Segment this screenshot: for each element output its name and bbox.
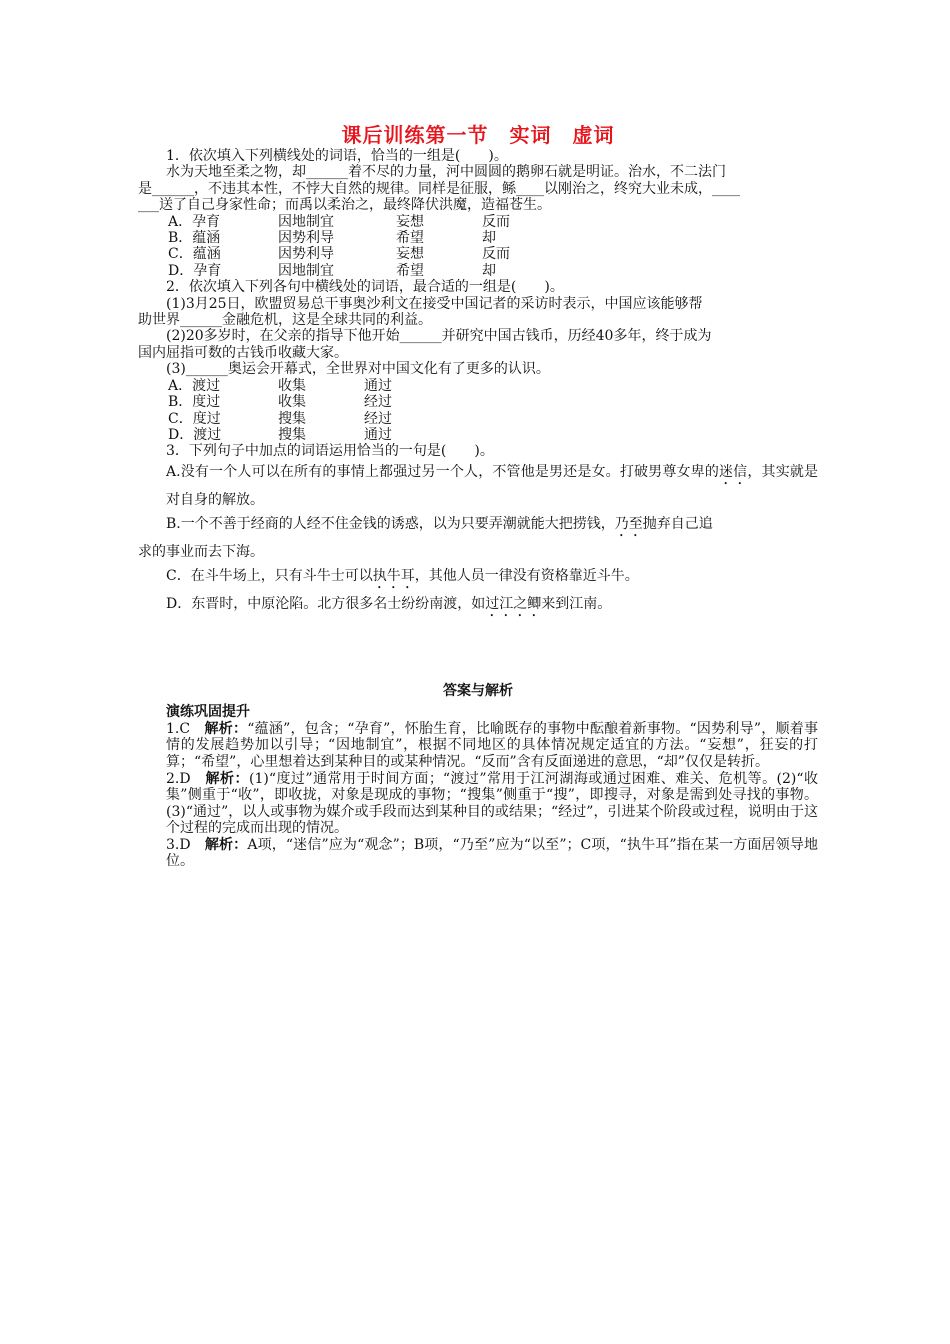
question-2-sentence-2: (2)20多岁时，在父亲的指导下他开始______并研究中国古钱币，历经40多年，终于成为 (166, 328, 712, 345)
question-3-option-b[interactable]: B.一个不善于经商的人经不住金钱的诱惑，以为只要弄潮就能大把捞钱，乃至抛弃自己追 (166, 515, 713, 532)
answers-title: 答案与解析 (443, 682, 513, 699)
question-2-sentence-1: (1)3月25日，欧盟贸易总干事奥沙利文在接受中国记者的采访时表示，中国应该能够帮 (166, 295, 703, 312)
question-2-sentence-3: (3)______奥运会开幕式，全世界对中国文化有了更多的认识。 (166, 361, 550, 378)
question-2-option-a[interactable]: A．渡过 收集 通过 (168, 377, 392, 394)
emphasized-word: 迷信 (719, 463, 748, 480)
question-3-stem: 3．下列句子中加点的词语运用恰当的一句是( )。 (166, 443, 494, 460)
answer-1: 1.C 解析：“蕴涵”，包含；“孕育”，怀胎生育，比喻既存的事物中酝酿着新事物。“因势利导”，顺着事情的发展趋势加以引导；“因地制宜”，根据不同地区的具体情况规定适宜的方法。“妄想”，狂妄的打算；“希望”，心里想着达到某种目的或某种情况。“反而”含有反面递进的意思，“却”仅仅是转折。 (166, 720, 818, 770)
question-2-option-d[interactable]: D．渡过 搜集 通过 (168, 426, 392, 443)
answers-section (138, 682, 818, 870)
answer-3: 3.D 解析：A项，“迷信”应为“观念”；B项，“乃至”应为“以至”；C项，“执牛耳”指在某一方面居领导地位。 (166, 836, 818, 870)
question-1-option-b[interactable]: B．蕴涵 因势利导 希望 却 (168, 230, 496, 247)
question-1-stem: 1．依次填入下列横线处的词语，恰当的一组是( )。 (166, 148, 508, 164)
question-3 (138, 443, 818, 619)
question-1-option-a[interactable]: A．孕育 因地制宜 妄想 反而 (168, 213, 510, 230)
question-2-option-b[interactable]: B．度过 收集 经过 (168, 394, 392, 411)
question-2-stem: 2．依次填入下列各句中横线处的词语，最合适的一组是( )。 (166, 279, 564, 296)
question-1 (138, 148, 818, 279)
question-3-option-c[interactable]: C．在斗牛场上，只有斗牛士可以执牛耳，其他人员一律没有资格靠近斗牛。 (166, 567, 639, 584)
emphasized-word: 执牛耳 (372, 567, 415, 584)
question-2-option-c[interactable]: C．度过 搜集 经过 (168, 410, 392, 427)
question-1-passage: ___送了自己身家性命；而禹以柔治之，最终降伏洪魔，造福苍生。 (138, 197, 551, 214)
question-1-passage: 水为天地至柔之物，却______着不尽的力量，河中圆圆的鹅卵石就是明证。治水，不二法门 (166, 164, 726, 181)
question-3-option-a[interactable]: A.没有一个人可以在所有的事情上都强过另一个人，不管他是男还是女。打破男尊女卑的迷信，其实就是对自身的解放。 (166, 463, 819, 508)
emphasized-word: 过江之鲫 (485, 595, 542, 612)
question-2-sentence-1: 助世界______金融危机，这是全球共同的利益。 (138, 312, 432, 329)
answers-subtitle: 演练巩固提升 (166, 703, 250, 720)
question-2 (138, 279, 818, 443)
emphasized-word: 乃至 (614, 515, 643, 532)
page-title: 课后训练第一节 实词 虚词 (341, 123, 615, 147)
question-1-option-d[interactable]: D．孕育 因地制宜 希望 却 (168, 262, 496, 279)
question-1-passage: 是______，不违其本性，不悖大自然的规律。同样是征服，鲧____以刚治之，终究大业未成，____ (138, 180, 740, 197)
question-2-sentence-2: 国内屈指可数的古钱币收藏大家。 (138, 344, 348, 361)
question-3-option-b-cont: 求的事业而去下海。 (138, 543, 264, 560)
document-page (138, 122, 818, 870)
question-3-option-d[interactable]: D．东晋时，中原沦陷。北方很多名士纷纷南渡，如过江之鲫来到江南。 (166, 595, 612, 612)
question-1-option-c[interactable]: C．蕴涵 因势利导 妄想 反而 (168, 246, 510, 263)
answer-2: 2.D 解析：(1)“度过”通常用于时间方面；“渡过”常用于江河湖海或通过困难、难关、危机等。(2)“收集”侧重于“收”，即收拢，对象是现成的事物；“搜集”侧重于“搜”，即搜寻，对象是需到处寻找的事物。(3)“通过”，以人或事物为媒介或手段而达到某种目的或结果；“经过”，引进某个阶段或过程，说明由于这个过程的完成而出现的情况。 (166, 770, 819, 837)
